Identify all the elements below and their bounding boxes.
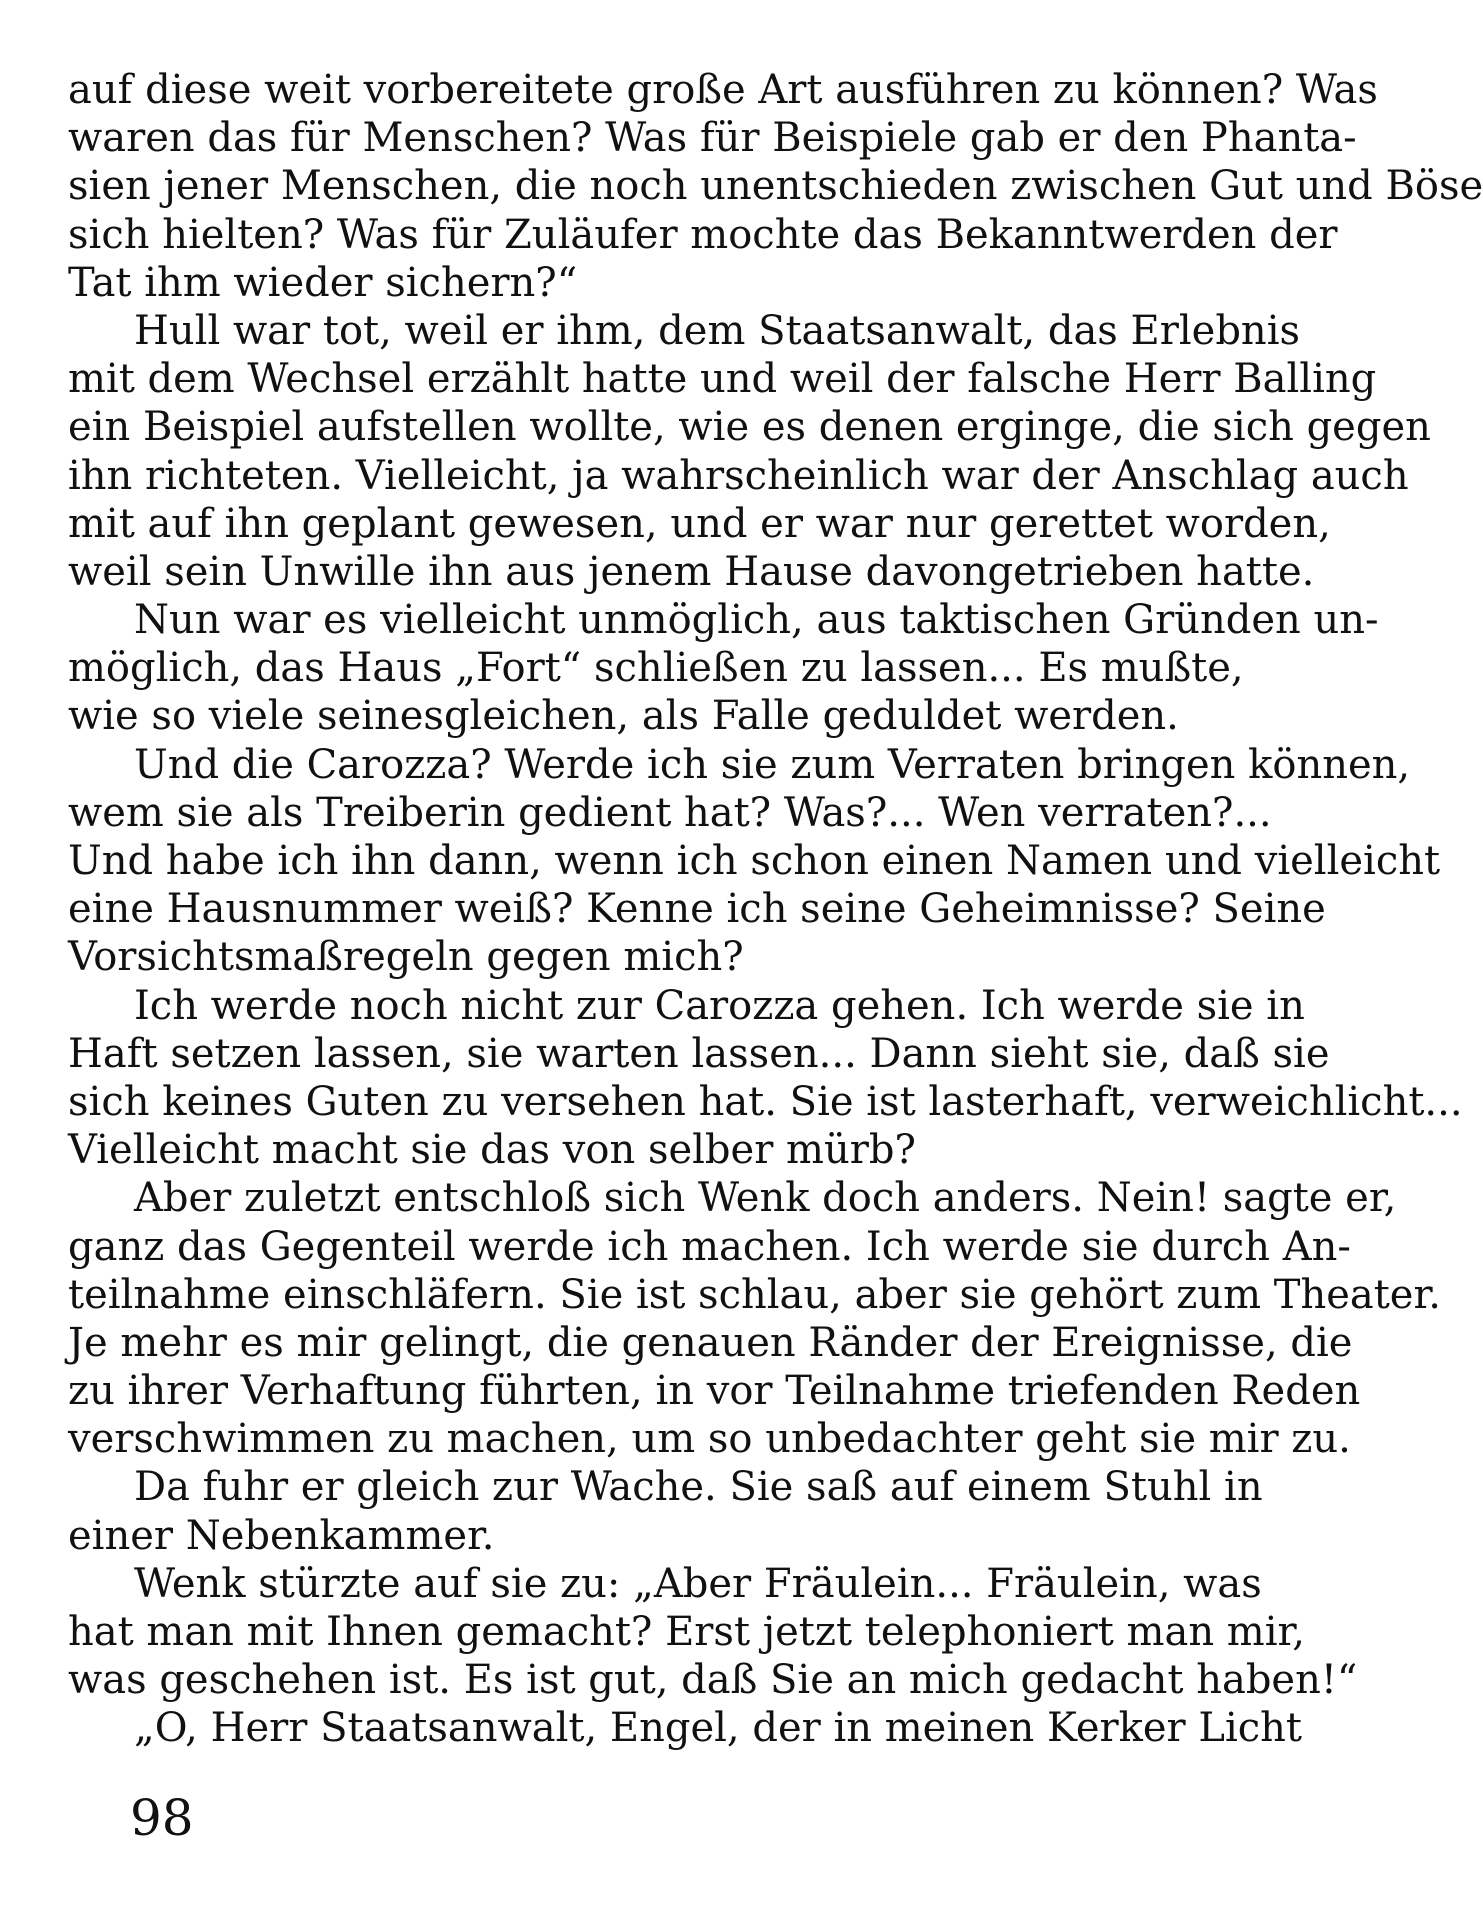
text-line: ganz das Gegenteil werde ich machen. Ich werde sie durch An- [68,1223,1351,1270]
text-line: sien jener Menschen, die noch unentschieden zwischen Gut und Böse [68,163,1483,210]
text-line: Aber zuletzt entschloß sich Wenk doch anders. Nein! sagte er, [134,1175,1397,1222]
text-line: „O, Herr Staatsanwalt, Engel, der in meinen Kerker Licht [134,1705,1302,1752]
text-line: Und habe ich ihn dann, wenn ich schon einen Namen und vielleicht [68,838,1441,884]
text-line: waren das für Menschen? Was für Beispiele gab er den Phanta- [68,115,1357,162]
body-text [68,66,1483,1753]
text-line: ihn richteten. Vielleicht, ja wahrscheinlich war der Anschlag auch [68,452,1409,499]
text-line: mit dem Wechsel erzählt hatte und weil der falsche Herr Balling [68,356,1377,403]
text-line: Tat ihm wieder sichern?“ [68,259,578,306]
text-line: Nun war es vielleicht unmöglich, aus taktischen Gründen un- [134,597,1379,644]
text-line: Haft setzen lassen, sie warten lassen... Dann sieht sie, daß sie [68,1030,1330,1077]
text-line: sich hielten? Was für Zuläufer mochte das Bekanntwerden der [68,211,1338,258]
text-line: wie so viele seinesgleichen, als Falle geduldet werden. [68,693,1179,740]
text-line: sich keines Guten zu versehen hat. Sie ist lasterhaft, verweichlicht... [68,1078,1463,1125]
text-line: Vielleicht macht sie das von selber mürb? [68,1127,916,1174]
text-line: Hull war tot, weil er ihm, dem Staatsanwalt, das Erlebnis [134,307,1301,354]
text-line: Je mehr es mir gelingt, die genauen Ränder der Ereignisse, die [68,1319,1353,1366]
text-line: weil sein Unwille ihn aus jenem Hause davongetrieben hatte. [68,548,1315,595]
text-line: zu ihrer Verhaftung führten, in vor Teilnahme triefenden Reden [68,1368,1361,1415]
text-line: verschwimmen zu machen, um so unbedachter geht sie mir zu. [68,1416,1351,1463]
text-line: was geschehen ist. Es ist gut, daß Sie an mich gedacht haben!“ [68,1657,1358,1704]
text-line: Da fuhr er gleich zur Wache. Sie saß auf einem Stuhl in [134,1464,1263,1511]
text-line: möglich, das Haus „Fort“ schließen zu lassen... Es mußte, [68,645,1244,692]
text-line: teilnahme einschläfern. Sie ist schlau, aber sie gehört zum Theater. [68,1271,1441,1318]
text-line: ein Beispiel aufstellen wollte, wie es denen erginge, die sich gegen [68,404,1431,451]
text-line: Und die Carozza? Werde ich sie zum Verraten bringen können, [134,741,1411,788]
text-line: eine Hausnummer weiß? Kenne ich seine Geheimnisse? Seine [68,886,1326,933]
page-number: 98 [130,1789,194,1847]
text-line: Wenk stürzte auf sie zu: „Aber Fräulein... Fräulein, was [134,1560,1262,1607]
text-line: einer Nebenkammer. [68,1512,495,1559]
text-line: wem sie als Treiberin gedient hat? Was?... Wen verraten?... [68,789,1272,836]
text-line: hat man mit Ihnen gemacht? Erst jetzt telephoniert man mir, [68,1609,1305,1655]
text-line: mit auf ihn geplant gewesen, und er war nur gerettet worden, [68,500,1331,547]
text-line: Vorsichtsmaßregeln gegen mich? [68,934,744,981]
text-line: auf diese weit vorbereitete große Art ausführen zu können? Was [68,67,1378,113]
text-line: Ich werde noch nicht zur Carozza gehen. Ich werde sie in [134,982,1305,1029]
